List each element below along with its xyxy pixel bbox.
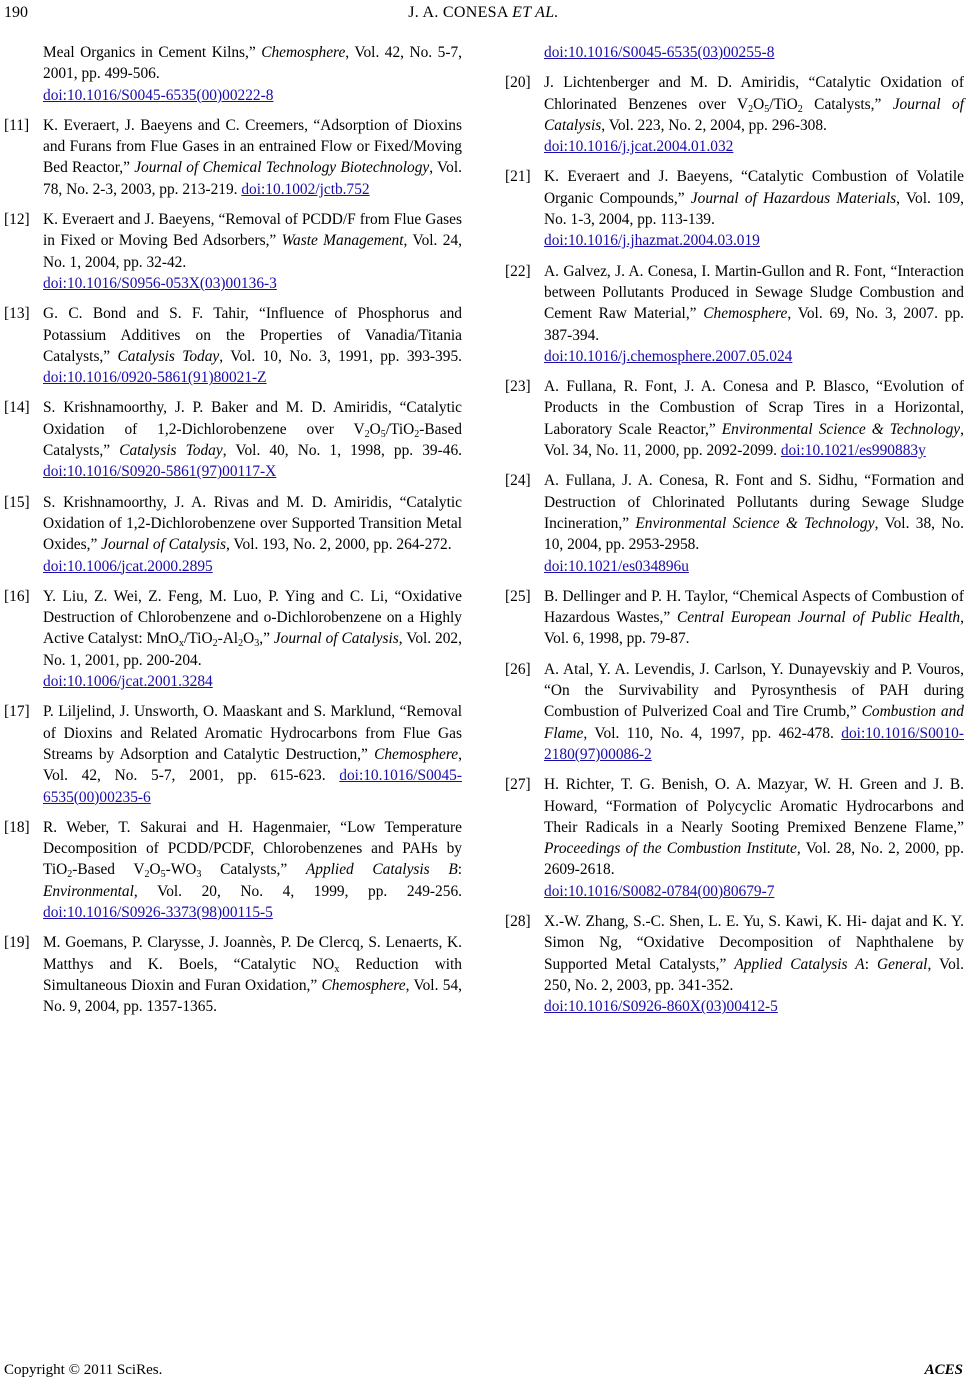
reference-entry	[505, 261, 964, 367]
reference-journal: Combustion and Flame	[544, 703, 964, 742]
reference-details: , Vol. 38, No. 10, 2004, pp. 2953-2958.	[544, 514, 964, 554]
reference-citation: Meal Organics in Cement Kilns,”	[43, 44, 262, 61]
reference-journal: Applied Catalysis A	[734, 955, 865, 973]
reference-journal: Journal of Chemical Technology Biotechnology	[134, 159, 430, 177]
journal-abbrev: ACES	[924, 1362, 963, 1378]
reference-text	[544, 72, 964, 157]
reference-number: [27]	[505, 776, 531, 794]
reference-details: , Vol. 202, No. 1, 2001, pp. 200-204.	[43, 630, 462, 669]
reference-journal: Journal of Catalysis	[544, 95, 964, 134]
doi-link[interactable]: doi:10.1006/jcat.2001.3284	[43, 673, 213, 691]
reference-details: , Vol. 54, No. 9, 2004, pp. 1357-1365.	[43, 976, 462, 1016]
reference-journal: Environmental Science & Technology	[635, 514, 875, 532]
reference-citation: A. Galvez, J. A. Conesa, I. Martin-Gullon and R. Font, “Interaction between Pollutants Produced in Sewage Sludge Combustion and Cement Raw Material,”	[544, 262, 964, 323]
reference-entry	[4, 492, 462, 577]
reference-journal: Chemosphere	[261, 44, 346, 61]
reference-details: , Vol. 10, No. 3, 1991, pp. 393-395.	[219, 347, 462, 365]
reference-entry	[4, 932, 462, 1017]
reference-entry	[505, 376, 964, 461]
page-footer	[0, 1360, 967, 1384]
reference-citation: K. Everaert, J. Baeyens and C. Creemers, “Adsorption of Dioxins and Furans from Flue Gases in an entrained Flow or Fixed/Moving Bed Reactor,”	[43, 116, 462, 177]
reference-entry	[505, 166, 964, 251]
reference-number: [25]	[505, 587, 531, 605]
reference-entry	[4, 701, 462, 807]
reference-number: [20]	[505, 74, 531, 92]
reference-journal: Journal of Catalysis	[101, 536, 226, 554]
reference-entry	[505, 586, 964, 650]
running-title	[0, 4, 967, 22]
reference-details: : Environmental, Vol. 20, No. 4, 1999, pp. 249-256.	[43, 861, 463, 900]
reference-text	[43, 701, 462, 807]
reference-details: , Vol. 223, No. 2, 2004, pp. 296-308.	[601, 116, 827, 134]
reference-number: [19]	[4, 934, 30, 952]
reference-entry	[4, 586, 462, 692]
doi-link[interactable]: doi:10.1016/S0956-053X(03)00136-3	[43, 274, 277, 292]
reference-citation: A. Fullana, R. Font, J. A. Conesa and P. Blasco, “Evolution of Products in the Combustion of Scrap Tires in a Horizontal, Laboratory Scale Reactor,”	[544, 378, 964, 438]
reference-citation: G. C. Bond and S. F. Tahir, “Influence of Phosphorus and Potassium Additives on the Properties of Vanadia/Titania Catalysts,”	[43, 305, 462, 365]
doi-link[interactable]: doi:10.1016/j.chemosphere.2007.05.024	[544, 347, 793, 365]
reference-journal: Waste Management	[281, 232, 404, 250]
doi-link[interactable]: doi:10.1016/S0010-2180(97)00086-2	[544, 724, 964, 763]
reference-citation: A. Atal, Y. A. Levendis, J. Carlson, Y. Dunayevskiy and P. Vouros, “On the Survivability and Pyrosynthesis of PAH during Combustion of Pulverized Coal and Tire Crumb,”	[544, 660, 964, 721]
reference-text	[43, 303, 462, 388]
reference-text	[43, 586, 462, 692]
reference-number: [23]	[505, 378, 531, 396]
doi-link[interactable]: doi:10.1016/S0045-6535(00)00222-8	[43, 86, 274, 104]
reference-text	[544, 166, 964, 251]
reference-number: [22]	[505, 262, 531, 280]
reference-citation: X.-W. Zhang, S.-C. Shen, L. E. Yu, S. Kawi, K. Hi- dajat and K. Y. Simon Ng, “Oxidative Decomposition of Naphthalene by Supported Metal Catalysts,”	[544, 912, 964, 973]
reference-number: [16]	[4, 587, 30, 605]
reference-citation: M. Goemans, P. Clarysse, J. Joannès, P. De Clercq, S. Lenaerts, K. Matthys and K. Boels, “Catalytic $NO_x$ Reduction with Simultaneous Dioxin and Furan Oxidation,”	[43, 934, 462, 994]
reference-text	[43, 817, 462, 923]
reference-text	[544, 586, 964, 650]
page-header	[0, 2, 967, 26]
doi-link[interactable]: doi:10.1016/0920-5861(91)80021-Z	[43, 369, 267, 387]
reference-details: , Vol. 24, No. 1, 2004, pp. 32-42.	[43, 232, 463, 271]
doi-link[interactable]: doi:10.1016/S0926-3373(98)00115-5	[43, 903, 273, 921]
reference-text	[544, 376, 964, 461]
reference-citation: S. Krishnamoorthy, J. P. Baker and M. D. Amiridis, “Catalytic Oxidation of 1,2-Dichlorobenzene over $V_2O_5/TiO_2$-Based Catalysts,”	[43, 399, 462, 460]
reference-number: [21]	[505, 168, 531, 186]
reference-entry	[4, 397, 462, 482]
reference-journal: Central European Journal of Public Health	[677, 609, 961, 627]
reference-text	[43, 42, 462, 106]
reference-citation: J. Lichtenberger and M. D. Amiridis, “Catalytic Oxidation of Chlorinated Benzenes over $V_2O_5/TiO_2$ Catalysts,”	[544, 74, 964, 115]
reference-journal: Journal of Hazardous Materials	[690, 189, 897, 207]
doi-link[interactable]: doi:10.1016/S0926-860X(03)00412-5	[544, 998, 778, 1016]
reference-text	[43, 932, 462, 1017]
reference-journal: Journal of Catalysis	[273, 630, 399, 648]
reference-entry	[505, 774, 964, 902]
reference-journal: Catalysis Today	[119, 442, 223, 460]
reference-number: [17]	[4, 703, 30, 721]
reference-entry	[4, 817, 462, 923]
reference-text	[544, 261, 964, 367]
reference-details: , Vol. 110, No. 4, 1997, pp. 462-478.	[583, 724, 842, 742]
reference-journal: Chemosphere	[321, 976, 406, 994]
reference-journal: Environmental Science & Technology	[721, 420, 961, 438]
doi-link[interactable]: doi:10.1021/es990883y	[780, 442, 926, 460]
reference-number: [11]	[4, 116, 30, 134]
reference-number: [28]	[505, 912, 531, 930]
reference-details: : General, Vol. 250, No. 2, 2003, pp. 341-352.	[544, 955, 964, 994]
reference-details: , Vol. 42, No. 5-7, 2001, pp. 499-506.	[43, 44, 463, 83]
reference-entry	[505, 911, 964, 1017]
reference-text	[43, 115, 462, 200]
reference-number: [14]	[4, 399, 30, 417]
left-column	[4, 42, 462, 1026]
reference-number: [13]	[4, 305, 30, 323]
reference-entry	[4, 115, 462, 200]
reference-citation: K. Everaert and J. Baeyens, “Removal of PCDD/F from Flue Gases in Fixed or Moving Bed Adsorbers,”	[43, 211, 462, 250]
doi-link[interactable]: doi:10.1016/S0082-0784(00)80679-7	[544, 882, 775, 900]
reference-entry	[505, 470, 964, 576]
reference-citation: B. Dellinger and P. H. Taylor, “Chemical Aspects of Combustion of Hazardous Wastes,”	[544, 587, 964, 627]
reference-citation: A. Fullana, J. A. Conesa, R. Font and S. Sidhu, “Formation and Destruction of Chlorinated Pollutants during Sewage Sludge Incineration,”	[544, 472, 964, 532]
reference-details: , Vol. 109, No. 1-3, 2004, pp. 113-139.	[544, 189, 964, 229]
reference-journal: Chemosphere	[703, 305, 788, 323]
reference-entry	[505, 42, 964, 63]
reference-citation: K. Everaert and J. Baeyens, “Catalytic Combustion of Volatile Organic Compounds,”	[544, 168, 964, 207]
running-title-etal: ET AL.	[512, 4, 559, 21]
reference-number: [15]	[4, 493, 30, 511]
reference-journal: Applied Catalysis B	[305, 861, 458, 879]
reference-text	[544, 659, 964, 765]
reference-entry	[505, 659, 964, 765]
reference-details: , Vol. 6, 1998, pp. 79-87.	[544, 609, 964, 648]
reference-details: , Vol. 28, No. 2, 2000, pp. 2609-2618.	[544, 840, 964, 879]
reference-text	[544, 470, 964, 576]
reference-text	[43, 209, 462, 294]
reference-text	[43, 492, 462, 577]
doi-link[interactable]: doi:10.1016/j.jcat.2004.01.032	[544, 138, 734, 156]
doi-link[interactable]: doi:10.1016/S0045-6535(00)00235-6	[43, 767, 462, 806]
reference-citation: P. Liljelind, J. Unsworth, O. Maaskant and S. Marklund, “Removal of Dioxins and Related Aromatic Hydrocarbons from Flue Gas Streams by Adsorption and Catalytic Destruction,”	[43, 703, 462, 763]
page-number: 190	[4, 4, 28, 21]
reference-citation: R. Weber, T. Sakurai and H. Hagenmaier, “Low Temperature Decomposition of PCDD/PCDF, Chlorobenzenes and PAHs by TiO$_2$-Based $V_2O_5-WO_3$ Catalysts,”	[43, 818, 462, 881]
reference-number: [26]	[505, 660, 531, 678]
reference-details: , Vol. 69, No. 3, 2007. pp. 387-394.	[544, 305, 964, 344]
reference-number: [24]	[505, 472, 531, 490]
reference-details: , Vol. 193, No. 2, 2000, pp. 264-272.	[225, 536, 452, 554]
doi-link[interactable]: doi:10.1002/jctb.752	[241, 180, 370, 198]
reference-journal: Catalysis Today	[117, 347, 220, 365]
doi-link[interactable]: doi:10.1016/S0920-5861(97)00117-X	[43, 463, 277, 481]
reference-text	[43, 397, 462, 482]
reference-details: , Vol. 40, No. 1, 1998, pp. 39-46.	[222, 442, 462, 460]
reference-text	[544, 774, 964, 902]
doi-link[interactable]: doi:10.1006/jcat.2000.2895	[43, 557, 213, 575]
reference-citation: H. Richter, T. G. Benish, O. A. Mazyar, W. H. Green and J. B. Howard, “Formation of Polycyclic Aromatic Hydrocarbons and Their Radicals in a Nearly Sooting Premixed Benzene Flame,”	[544, 776, 964, 836]
reference-number: [18]	[4, 818, 30, 836]
reference-details: , Vol. 34, No. 11, 2000, pp. 2092-2099.	[544, 420, 964, 460]
reference-citation: Y. Liu, Z. Wei, Z. Feng, M. Luo, P. Ying and C. Li, “Oxidative Destruction of Chlorobenzene and o-Dichlorobenzene on a Highly Active Catalyst: $MnO_x/TiO_2-Al_2O_3$,”	[43, 587, 462, 650]
reference-journal: Chemosphere	[374, 745, 459, 763]
reference-number: [12]	[4, 211, 30, 229]
reference-entry	[4, 209, 462, 294]
doi-link[interactable]: doi:10.1016/S0045-6535(03)00255-8	[544, 44, 775, 61]
reference-citation: S. Krishnamoorthy, J. A. Rivas and M. D. Amiridis, “Catalytic Oxidation of 1,2-Dichlorobenzene over Supported Transition Metal Oxides,”	[43, 493, 462, 554]
right-column	[505, 42, 964, 1026]
reference-details: , Vol. 78, No. 2-3, 2003, pp. 213-219.	[43, 159, 463, 198]
doi-link[interactable]: doi:10.1021/es034896u	[544, 557, 689, 575]
copyright-notice: Copyright © 2011 SciRes.	[4, 1362, 163, 1378]
reference-entry	[505, 72, 964, 157]
doi-link[interactable]: doi:10.1016/j.jhazmat.2004.03.019	[544, 232, 760, 250]
reference-text	[544, 911, 964, 1017]
reference-details: , Vol. 42, No. 5-7, 2001, pp. 615-623.	[43, 745, 462, 785]
reference-text	[544, 42, 964, 63]
reference-entry	[4, 42, 462, 106]
reference-entry	[4, 303, 462, 388]
running-title-authors: J. A. CONESA	[408, 4, 508, 21]
reference-journal: Proceedings of the Combustion Institute	[544, 840, 797, 858]
